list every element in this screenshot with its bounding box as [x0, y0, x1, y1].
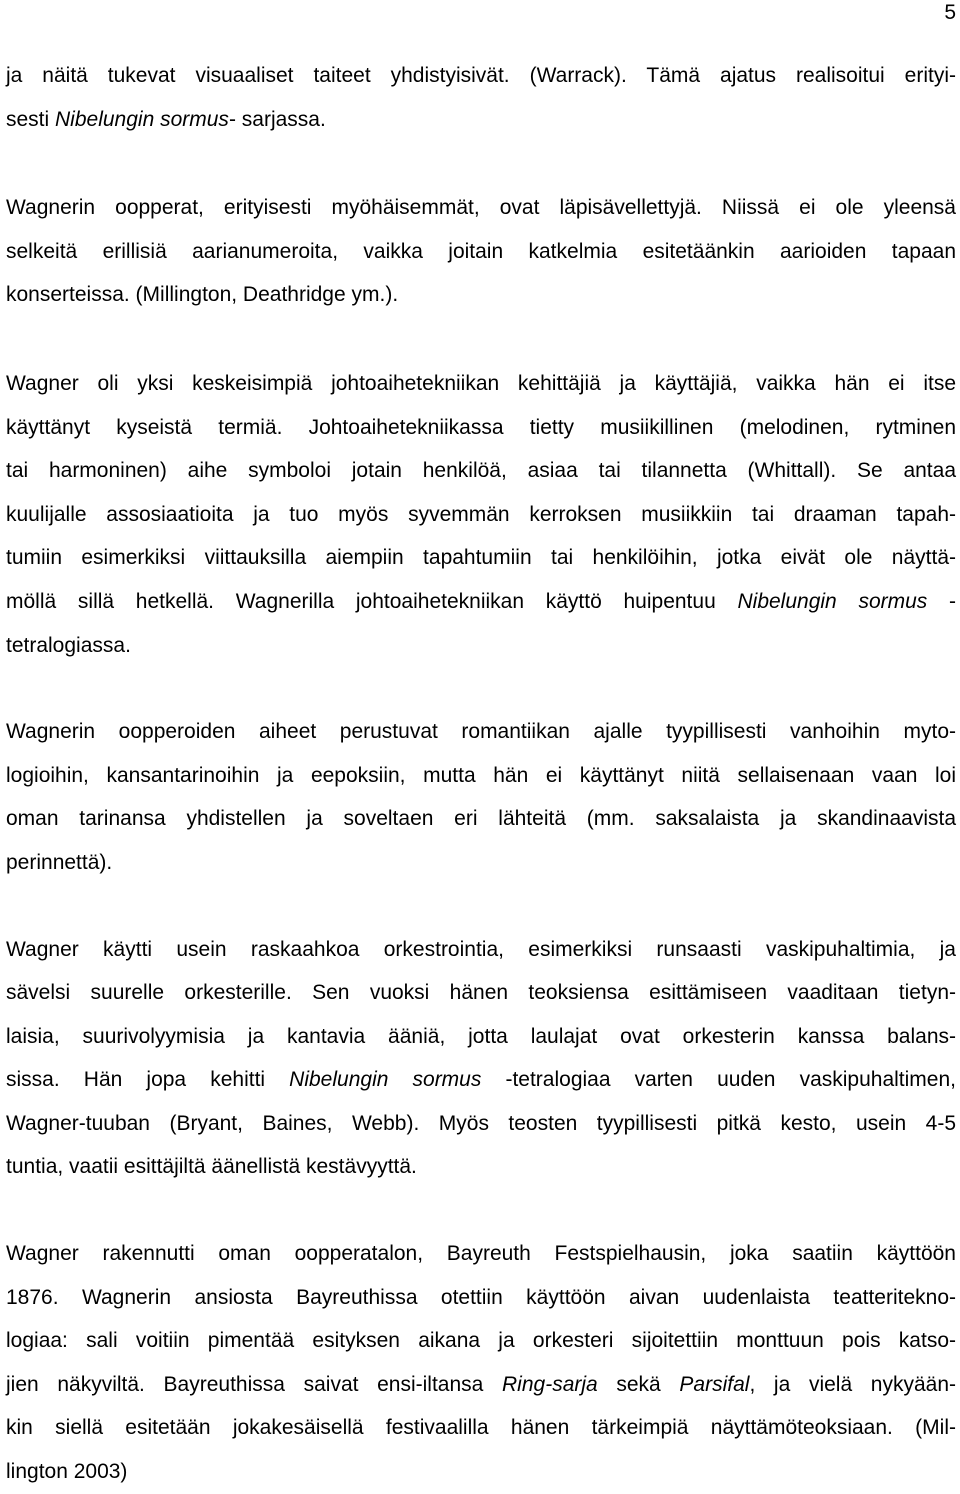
text-line	[6, 754, 956, 798]
text-run: Wagner käytti usein raskaahkoa orkestrointia, esimerkiksi runsaasti vaskipuhaltimia, ja	[6, 937, 956, 961]
text-line	[6, 536, 956, 580]
text-line	[6, 1102, 956, 1146]
italic-title: Nibelungin sormus	[737, 589, 928, 613]
text-line	[6, 797, 956, 841]
text-line	[6, 580, 956, 624]
text-run: Wagnerin oopperoiden aiheet perustuvat romantiikan ajalle tyypillisesti vanhoihin myto-	[6, 720, 956, 744]
text-line	[6, 1363, 956, 1407]
text-run: ja näitä tukevat visuaaliset taiteet yhdistyisivät. (Warrack). Tämä ajatus realisoitui erityi-	[6, 64, 956, 87]
text-line	[6, 1058, 956, 1102]
text-line	[6, 841, 956, 885]
text-run: - sarjassa.	[228, 107, 326, 131]
text-run: tai harmoninen) aihe symboloi jotain henkilöä, asiaa tai tilannetta (Whittall). Se antaa	[6, 459, 956, 483]
text-run: 1876. Wagnerin ansiosta Bayreuthissa otettiin käyttöön aivan uudenlaista teatteritekno-	[6, 1285, 956, 1309]
text-run: Wagner-tuuban (Bryant, Baines, Webb). Myös teosten tyypillisesti pitkä kesto, usein 4-5	[6, 1111, 956, 1135]
text-run: käyttänyt kyseistä termiä. Johtoaihetekniikassa tietty musiikillinen (melodinen, rytminen	[6, 415, 956, 439]
paragraph	[6, 54, 956, 141]
paragraph	[6, 928, 956, 1190]
text-run: Wagner oli yksi keskeisimpiä johtoaihetekniikan kehittäjiä ja käyttäjiä, vaikka hän ei itse	[6, 371, 956, 395]
text-line	[6, 624, 956, 668]
text-run: Wagner rakennutti oman oopperatalon, Bayreuth Festspielhausin, joka saatiin käyttöön	[6, 1242, 956, 1266]
text-line	[6, 54, 956, 98]
text-line	[6, 406, 956, 450]
text-run: logioihin, kansantarinoihin ja eepoksiin, mutta hän ei käyttänyt niitä sellaisenaan vaan loi	[6, 763, 956, 787]
text-run: Wagnerin oopperat, erityisesti myöhäisemmät, ovat läpisävellettyjä. Niissä ei ole yleensä	[6, 196, 956, 220]
text-line	[6, 1406, 956, 1450]
text-line	[6, 273, 956, 317]
paragraph	[6, 186, 956, 317]
text-line	[6, 710, 956, 754]
text-line	[6, 928, 956, 972]
text-run: möllä sillä hetkellä. Wagnerilla johtoaihetekniikan käyttö huipentuu	[6, 589, 738, 613]
italic-title: Nibelungin sormus	[289, 1068, 482, 1092]
paragraph	[6, 1232, 956, 1494]
text-line	[6, 1450, 956, 1494]
text-line	[6, 1276, 956, 1320]
text-run: konserteissa. (Millington, Deathridge ym.).	[6, 283, 399, 307]
text-line	[6, 493, 956, 537]
text-line	[6, 1319, 956, 1363]
text-run: kuulijalle assosiaatioita ja tuo myös syvemmän kerroksen musiikkiin tai draaman tapah-	[6, 502, 956, 526]
text-run: , ja vielä nykyään-	[749, 1372, 956, 1396]
text-run: sissa. Hän jopa kehitti	[6, 1068, 290, 1092]
text-line	[6, 1232, 956, 1276]
document-body	[6, 54, 956, 1494]
text-line	[6, 98, 956, 142]
text-run: kin siellä esitetään jokakesäisellä festivaalilla hänen tärkeimpiä näyttämöteoksiaan. (Mil-	[6, 1416, 956, 1440]
text-run: sävelsi suurelle orkesterille. Sen vuoksi hänen teoksiensa esittämiseen vaaditaan tietyn-	[6, 981, 956, 1005]
text-line	[6, 186, 956, 230]
text-run: tetralogiassa.	[6, 633, 131, 657]
text-line	[6, 449, 956, 493]
text-line	[6, 230, 956, 274]
text-line	[6, 1015, 956, 1059]
text-run: logiaa: sali voitiin pimentää esityksen aikana ja orkesteri sijoitettiin monttuun pois katso-	[6, 1329, 956, 1353]
text-run: -	[927, 589, 957, 613]
paragraph	[6, 362, 956, 667]
italic-title: Parsifal	[679, 1372, 750, 1396]
italic-title: Nibelungin sormus	[55, 107, 229, 131]
text-run: perinnettä).	[6, 850, 113, 874]
text-line	[6, 971, 956, 1015]
text-run: sesti	[6, 107, 56, 131]
text-run: lington 2003)	[6, 1460, 128, 1484]
text-run: jien näkyviltä. Bayreuthissa saivat ensi-iltansa	[6, 1372, 503, 1396]
page-number: 5	[944, 1, 956, 24]
italic-title: Ring-sarja	[502, 1372, 598, 1396]
text-line	[6, 1145, 956, 1189]
text-line	[6, 362, 956, 406]
text-run: sekä	[597, 1372, 680, 1396]
text-run: -tetralogiaa varten uuden vaskipuhaltimen,	[481, 1068, 956, 1092]
text-run: selkeitä erillisiä aarianumeroita, vaikka joitain katkelmia esitetäänkin aarioiden tapaan	[6, 239, 956, 263]
text-run: laisia, suurivolyymisia ja kantavia ääniä, jotta laulajat ovat orkesterin kanssa balans-	[6, 1024, 956, 1048]
text-run: tuntia, vaatii esittäjiltä äänellistä kestävyyttä.	[6, 1155, 417, 1179]
text-run: tumiin esimerkiksi viittauksilla aiempiin tapahtumiin tai henkilöihin, jotka eivät ole näyttä-	[6, 546, 956, 570]
paragraph	[6, 710, 956, 884]
text-run: oman tarinansa yhdistellen ja soveltaen eri lähteitä (mm. saksalaista ja skandinaavista	[6, 807, 956, 831]
